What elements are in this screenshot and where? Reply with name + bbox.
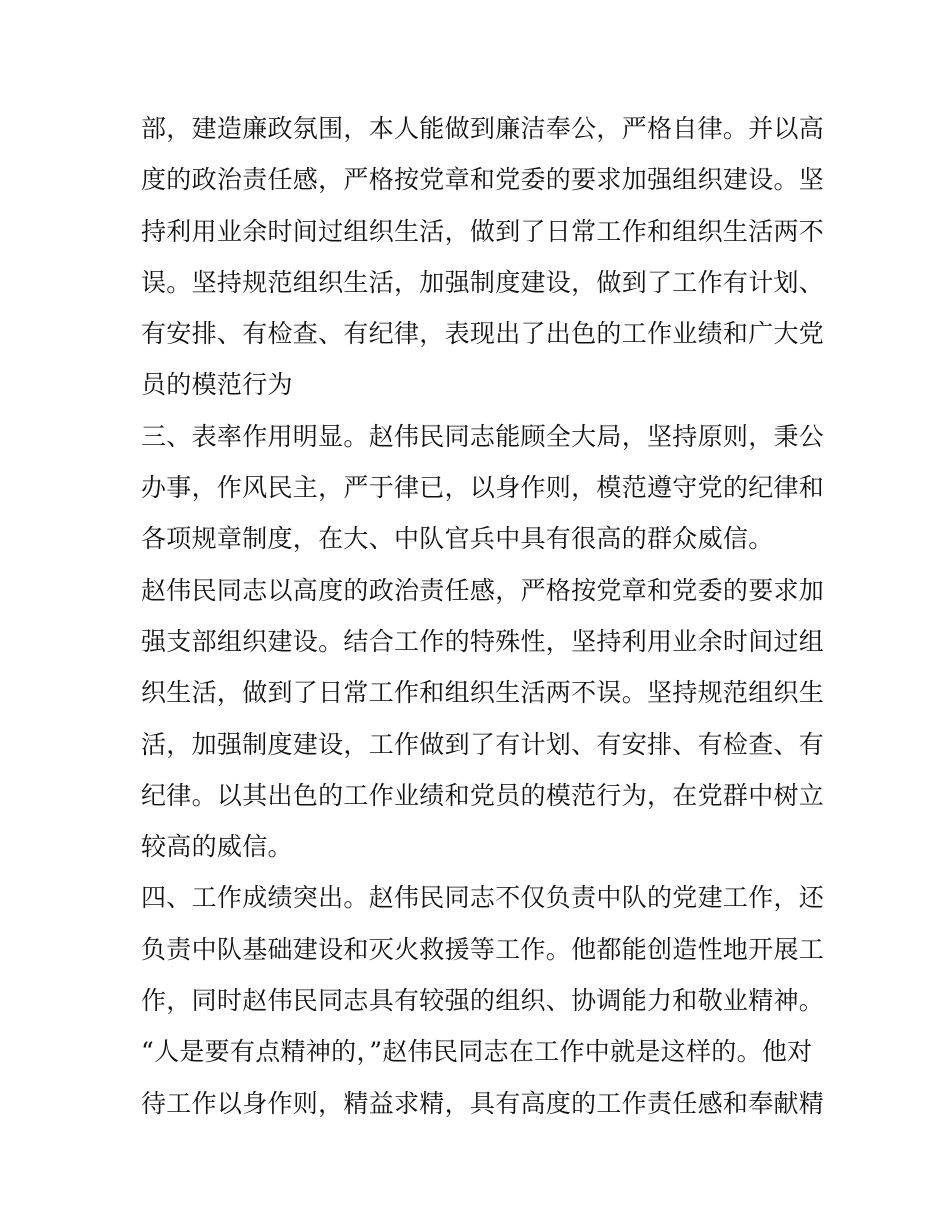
text-line: 员的模范行为 <box>141 370 293 400</box>
section-heading-line: 四、工作成绩突出。赵伟民同志不仅负责中队的党建工作，还 <box>141 883 825 913</box>
text-line: 强支部组织建设。结合工作的特殊性，坚持利用业余时间过组 <box>141 626 825 656</box>
section-heading-line: 三、表率作用明显。赵伟民同志能顾全大局，坚持原则，秉公 <box>141 421 825 451</box>
text-line: 负责中队基础建设和灭火救援等工作。他都能创造性地开展工 <box>141 934 825 964</box>
body-text <box>141 103 825 1129</box>
text-line: 赵伟民同志以高度的政治责任感，严格按党章和党委的要求加 <box>141 575 825 605</box>
text-line: 待工作以身作则，精益求精，具有高度的工作责任感和奉献精 <box>141 1088 825 1118</box>
text-line: 度的政治责任感，严格按党章和党委的要求加强组织建设。坚 <box>141 165 825 195</box>
text-line: 误。坚持规范组织生活，加强制度建设，做到了工作有计划、 <box>141 267 825 297</box>
text-line: 部，建造廉政氛围，本人能做到廉洁奉公，严格自律。并以高 <box>141 114 825 143</box>
text-line: 持利用业余时间过组织生活，做到了日常工作和组织生活两不 <box>141 216 825 246</box>
text-line: 较高的威信。 <box>141 832 293 862</box>
text-line: 作，同时赵伟民同志具有较强的组织、协调能力和敬业精神。 <box>141 986 825 1016</box>
text-line: 纪律。以其出色的工作业绩和党员的模范行为，在党群中树立 <box>141 780 825 810</box>
text-line: 各项规章制度，在大、中队官兵中具有很高的群众威信。 <box>141 524 774 554</box>
text-line: 织生活，做到了日常工作和组织生活两不误。坚持规范组织生 <box>141 678 825 708</box>
text-line: 活，加强制度建设，工作做到了有计划、有安排、有检查、有 <box>141 729 825 759</box>
text-line: 办事，作风民主，严于律已，以身作则，模范遵守党的纪律和 <box>141 473 825 503</box>
text-line: “人是要有点精神的，”赵伟民同志在工作中就是这样的。他对 <box>141 1037 813 1067</box>
text-line: 有安排、有检查、有纪律，表现出了出色的工作业绩和广大党 <box>141 319 825 349</box>
